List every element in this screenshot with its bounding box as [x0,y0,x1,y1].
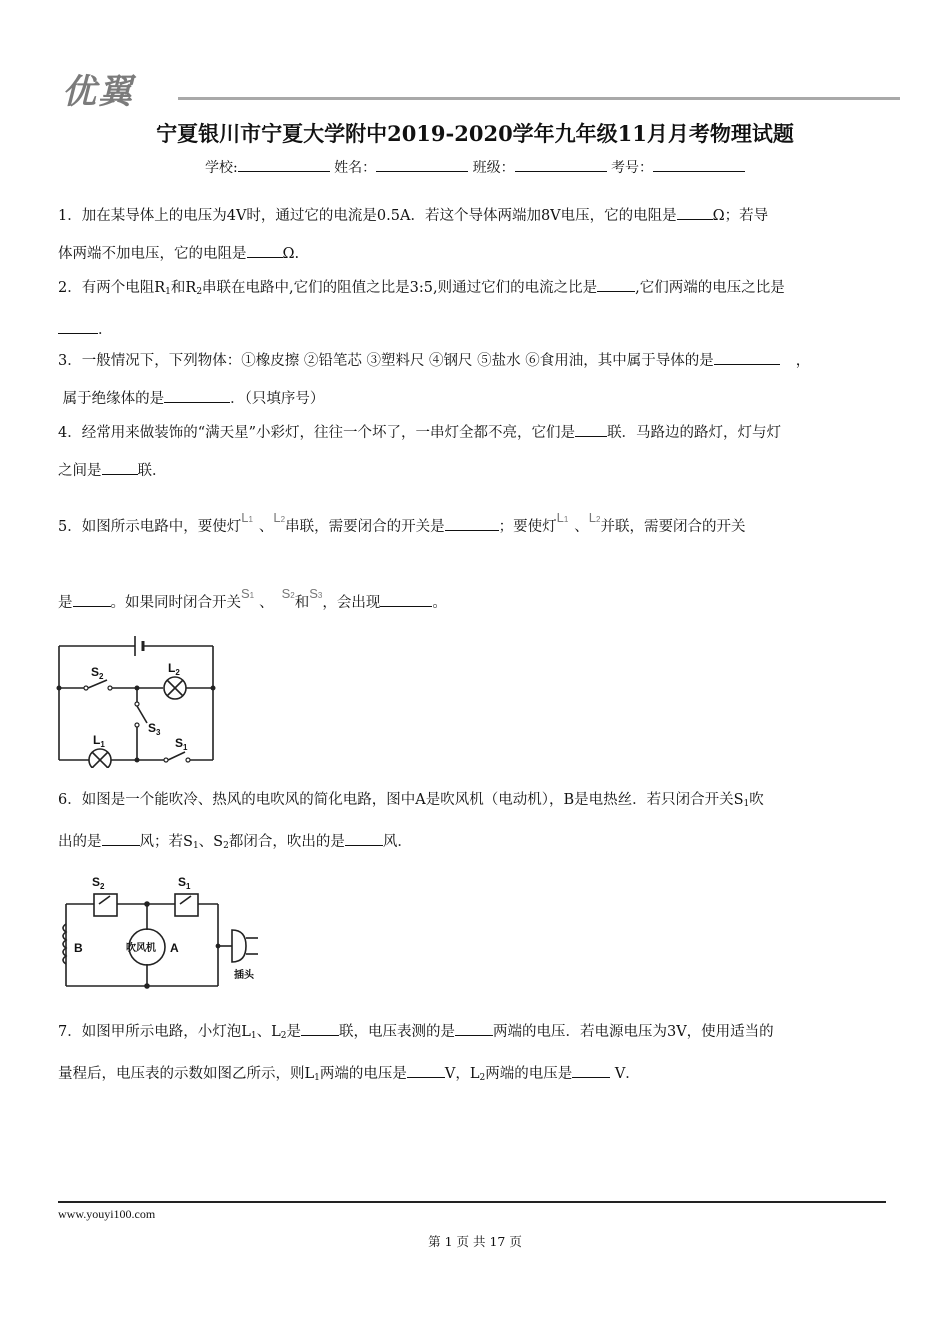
name-blank[interactable] [376,157,468,172]
q1-text-a: 1．加在某导体上的电压为4V时，通过它的电流是0.5A．若这个导体两端加8V电压，它的电阻是 [58,208,677,224]
school-label: 学校: [204,160,238,176]
q7-blank-3[interactable] [407,1063,445,1078]
q4-text-c: 之间是 [58,463,102,479]
q5-blank-3[interactable] [380,592,432,607]
q3-text-b: ， [795,353,811,369]
fig6-label-s1: $S_1$ [178,875,191,891]
q2-text-b: 和R [170,280,197,296]
q6-text-a: 6．如图是一个能吹冷、热风的电吹风的简化电路，图中A是吹风机（电动机），B是电热丝．若只闭合开关S [58,792,744,808]
question-5-line-2: 是 。如果同时闭合开关S1 、S2和S3，会出现 。 [58,586,447,611]
q5-lamp-l1b: L1 [556,510,569,525]
q4-text-d: 联． [137,463,167,479]
q7-blank-4[interactable] [572,1063,610,1078]
q7-text-j: V． [610,1066,640,1082]
q1-text-c: 体两端不加电压，它的电阻是 [58,246,247,262]
q5-lamp-l2b: L2 [588,510,601,525]
q5-blank-1[interactable] [445,516,499,531]
plug-icon [232,930,246,962]
fig5-label-s3: $S_3$ [148,721,161,737]
question-3 [58,342,898,418]
q1-text-b: Ω；若导 [712,208,769,224]
q6-text-f: 都闭合，吹出的是 [228,834,345,850]
question-4 [58,414,898,490]
q4-text-a: 4．经常用来做装饰的“满天星”小彩灯，往往一个坏了，一串灯全都不亮，它们是 [58,425,576,441]
fig5-label-s2: $S_2$ [91,665,104,681]
fig5-label-l1: $L_1$ [93,733,105,749]
school-blank[interactable] [238,157,330,172]
switch-s2-blade [88,680,107,688]
fig5-label-s1: $S_1$ [175,736,188,752]
q3-blank-2[interactable] [164,388,230,403]
q5-text-h: ，会出现 [322,595,381,611]
q2-text-d: ,它们两端的电压之比是 [635,280,785,296]
q2-text-c: 串联在电路中,它们的阻值之比是3:5,则通过它们的电流之比是 [202,280,598,296]
q1-blank-2[interactable] [247,243,283,258]
q2-text-a: 2．有两个电阻R [58,280,166,296]
q3-text-c: 属于绝缘体的是 [62,391,165,407]
q5-lamp-l1: L1 [241,510,253,525]
q5-text-a: 5．如图所示电路中，要使灯 [58,519,242,535]
q4-text-b: 联．马路边的路灯，灯与灯 [607,425,782,441]
question-1 [58,197,898,273]
q1-blank-1[interactable] [677,205,713,220]
q7-text-c: 是 [286,1024,301,1040]
q1-text-d: Ω. [282,246,300,262]
q7-text-a: 7．如图甲所示电路，小灯泡L [58,1024,251,1040]
brand-logo: 优翼 [62,72,134,112]
q6-text-e: 、S [198,834,224,850]
student-info-line [0,157,950,177]
switch-s1-box [175,894,198,916]
q3-blank-1[interactable] [714,350,780,365]
q2-blank-1[interactable] [597,277,635,292]
class-blank[interactable] [515,157,607,172]
q5-text-e: 是 [58,595,73,611]
q2-blank-2[interactable] [58,319,98,334]
q3-text-a: 3．一般情况下，下列物体：①橡皮擦 ②铅笔芯 ③塑料尺 ④钢尺 ⑤盐水 ⑥食用油，其中属于导体的是 [58,353,714,369]
q7-text-i: 两端的电压是 [485,1066,573,1082]
q7-text-h: V，L [444,1066,480,1082]
q6-blank-2[interactable] [345,831,383,846]
q5-text-g: 和 [294,595,310,611]
q5-switch-s1: S1 [241,586,255,601]
q5-switch-s3: S3 [309,586,323,601]
q6-text-c: 出的是 [58,834,102,850]
q6-blank-1[interactable] [102,831,140,846]
q5-blank-2[interactable] [73,592,111,607]
name-label: 姓名： [334,160,377,176]
q6-text-d: 风；若S [139,834,193,850]
q7-text-e: 两端的电压．若电源电压为3V，使用适当的 [492,1024,774,1040]
q4-blank-1[interactable] [575,422,607,437]
q3-text-d: ．（只填序号） [230,391,325,407]
q6-hair-dryer-circuit [52,866,267,996]
q4-blank-2[interactable] [102,460,138,475]
q2-sub-1: 1 [165,287,171,297]
class-label: 班级： [472,160,515,176]
footer-rule [58,1201,886,1203]
switch-s2-box [94,894,117,916]
q2-sub-2: 2 [196,287,203,297]
question-5-line-1: 5．如图所示电路中，要使灯L1 、L2串联，需要闭合的开关是 ；要使灯L1 、L2并联，需要闭合的开关 [58,510,746,535]
switch-s3-blade [137,706,147,723]
q5-text-d: 并联，需要闭合的开关 [600,519,746,535]
page-number: 第 1 页 共 17 页 [428,1234,522,1249]
number-blank[interactable] [653,157,745,172]
q5-text-i: 。 [432,595,447,611]
q5-text-b: 串联，需要闭合的开关是 [285,519,445,535]
fig5-label-l2: $L_2$ [168,661,180,677]
q7-text-f: 量程后，电压表的示数如图乙所示，则L [58,1066,315,1082]
q6-text-b: 吹 [749,792,764,808]
question-6: 6．如图是一个能吹冷、热风的电吹风的简化电路，图中A是吹风机（电动机），B是电热丝．若只闭合开关S1吹 出的是 风；若S1、S2都闭合，吹出的是 风． [58,792,764,851]
q7-text-b: 、L [256,1024,281,1040]
fig6-motor-label: 吹风机 [126,943,156,954]
page-title: 宁夏银川市宁夏大学附中2019-2020学年九年级11月月考物理试题 [156,121,794,146]
question-2 [58,269,898,349]
footer-site[interactable]: www.youyi100.com [58,1207,156,1221]
fig6-label-s2: $S_2$ [92,875,105,891]
question-7: 7．如图甲所示电路，小灯泡L1、L2是 联，电压表测的是 两端的电压．若电源电压为3V，使用适当的 量程后，电压表的示数如图乙所示，则L1两端的电压是 V，L2两端的电压是 V． [58,1013,898,1097]
q5-circuit-diagram [55,628,225,768]
switch-s1-blade [168,752,185,760]
fig6-plug-label: 插头 [234,970,254,981]
q7-blank-1[interactable] [301,1021,339,1036]
q6-text-g: 风． [382,834,412,850]
fig6-label-b: B [74,941,83,955]
q5-text-c: ；要使灯 [498,519,557,535]
q7-text-g: 两端的电压是 [319,1066,407,1082]
fig6-label-a: A [170,941,179,955]
q5-lamp-l2: L2 [273,510,286,525]
q7-text-d: 联，电压表测的是 [338,1024,455,1040]
q2-text-e: ． [98,322,113,338]
header-rule [178,97,900,100]
q7-blank-2[interactable] [455,1021,493,1036]
number-label: 考号： [611,160,654,176]
q5-switch-s2: S2 [281,586,295,601]
q5-text-f: 。如果同时闭合开关 [110,595,241,611]
